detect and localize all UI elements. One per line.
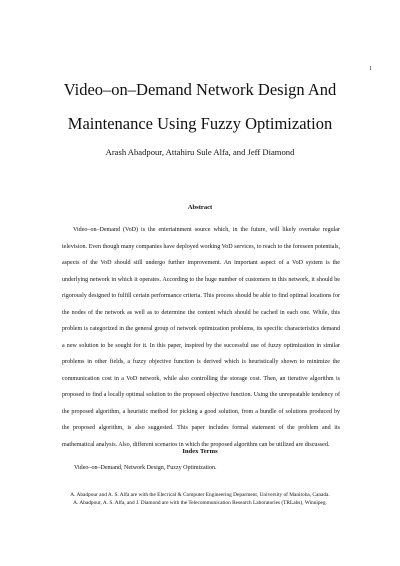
footnote-affiliation-1: A. Abadpour and A. S. Alfa are with the Elecrical & Computer Engineering Deparment, University of Manitoba, Canada. — [70, 492, 330, 498]
footnote-affiliation-2: A. Abadpour, A. S. Alfa, and J. Diamond are with the Telecommunication Research Laboratories (TRLabs), Winnipeg. — [73, 500, 327, 506]
index-terms-text: Video–on–Demand, Network Design, Fuzzy Optimization. — [74, 465, 217, 471]
abstract-heading: Abstract — [187, 204, 213, 211]
index-terms-heading: Index Terms — [182, 448, 218, 455]
paper-title — [0, 73, 400, 141]
page-number: 1 — [369, 66, 372, 72]
title-line-2: Maintenance Using Fuzzy Optimization — [67, 114, 333, 133]
footnotes — [0, 491, 400, 507]
title-line-1: Video–on–Demand Network Design And — [63, 80, 337, 99]
author-list: Arash Abadpour, Attahiru Sule Alfa, and Jeff Diamond — [105, 147, 295, 157]
abstract-text: Video–on–Demand (VoD) is the entertainment source which, in the future, will likely overtake regular television. Even though many companies have deployed working VoD services, to reach to the foreseen potentials, aspects of the VoD should still undergo further improvement. An important aspect of a VoD system is the underlying network in which it operates. According to the huge number of customers in this network, it should be rigorously designed to fulfill certain performance criteria. This process should be able to find optimal locations for the nodes of the network as well as to determine the content which should be cached in each one. While, this problem is categorized in the general group of network optimization problems, its specific characteristics demand a new solution to be sought for it. In this paper, inspired by the successful use of fuzzy optimization in similar problems in other fields, a fuzzy objective function is derived which is heuristically shown to minimize the communication cost in a VoD network, while also controlling the storage cost. Then, an iterative algorithm is proposed to find a locally optimal solution to the proposed objective function. Using the unrepeatable tendency of the proposed algorithm, a heuristic method for picking a good solution, from a bundle of solutions produced by the proposed algorithm, is also suggested. This paper includes formal statement of the problem and its mathematical analysis. Also, different scenarios in which the proposed algorithm can be utilized are discussed. — [62, 227, 340, 448]
